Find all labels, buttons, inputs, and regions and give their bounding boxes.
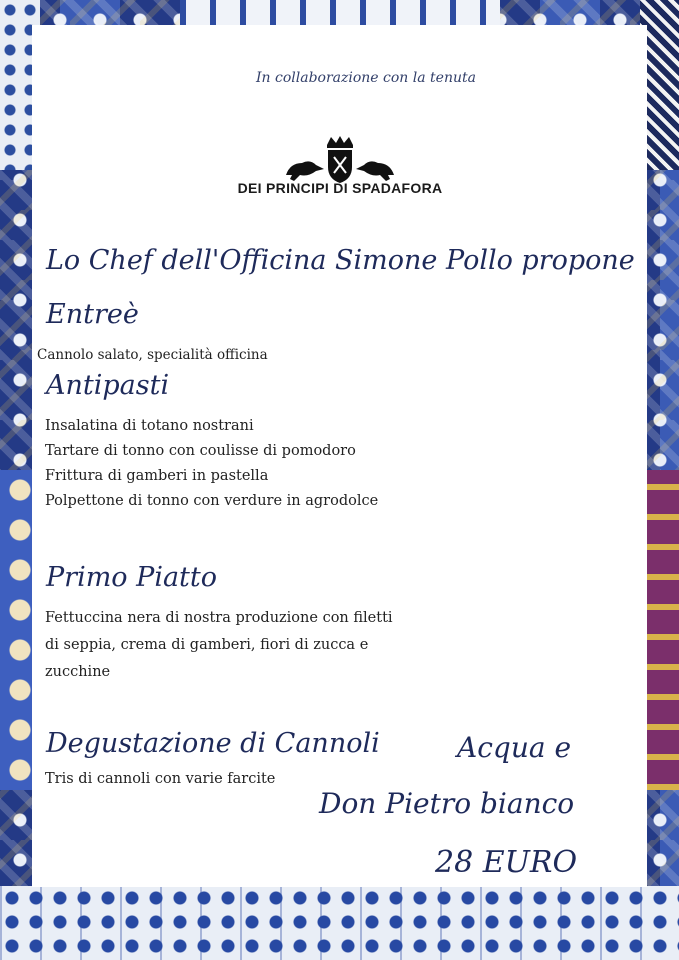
section-title-entree: Entreè xyxy=(46,299,139,330)
list-item: Frittura di gamberi in pastella xyxy=(45,468,269,484)
antipasti-list xyxy=(45,414,378,514)
collaboration-text: In collaborazione con la tenuta xyxy=(256,70,476,86)
list-item: Insalatina di totano nostrani xyxy=(45,418,254,434)
primo-description: Fettuccina nera di nostra produzione con filetti di seppia, crema di gamberi, fiori di zucca e zucchine xyxy=(45,610,393,680)
dolce-description: Tris di cannoli con varie farcite xyxy=(45,771,276,787)
drinks-line-1: Acqua e xyxy=(457,731,572,764)
list-item: Tartare di tonno con coulisse di pomodoro xyxy=(45,443,356,459)
drinks-line-2: Don Pietro bianco xyxy=(319,787,575,820)
section-title-dolce: Degustazione di Cannoli xyxy=(46,728,380,759)
menu-card xyxy=(32,25,647,887)
list-item: Polpettone di tonno con verdure in agrodolce xyxy=(45,493,379,509)
menu-price: 28 EURO xyxy=(435,845,578,880)
entree-item: Cannolo salato, specialità officina xyxy=(37,347,268,363)
section-title-primo: Primo Piatto xyxy=(46,562,218,593)
tile-pattern-top xyxy=(180,0,500,26)
chef-headline: Lo Chef dell'Officina Simone Pollo propone xyxy=(46,245,635,276)
section-title-antipasti: Antipasti xyxy=(46,370,170,401)
tile-pattern-bottom xyxy=(0,886,679,960)
winery-brand-name: DEI PRINCIPI DI SPADAFORA xyxy=(237,180,443,196)
